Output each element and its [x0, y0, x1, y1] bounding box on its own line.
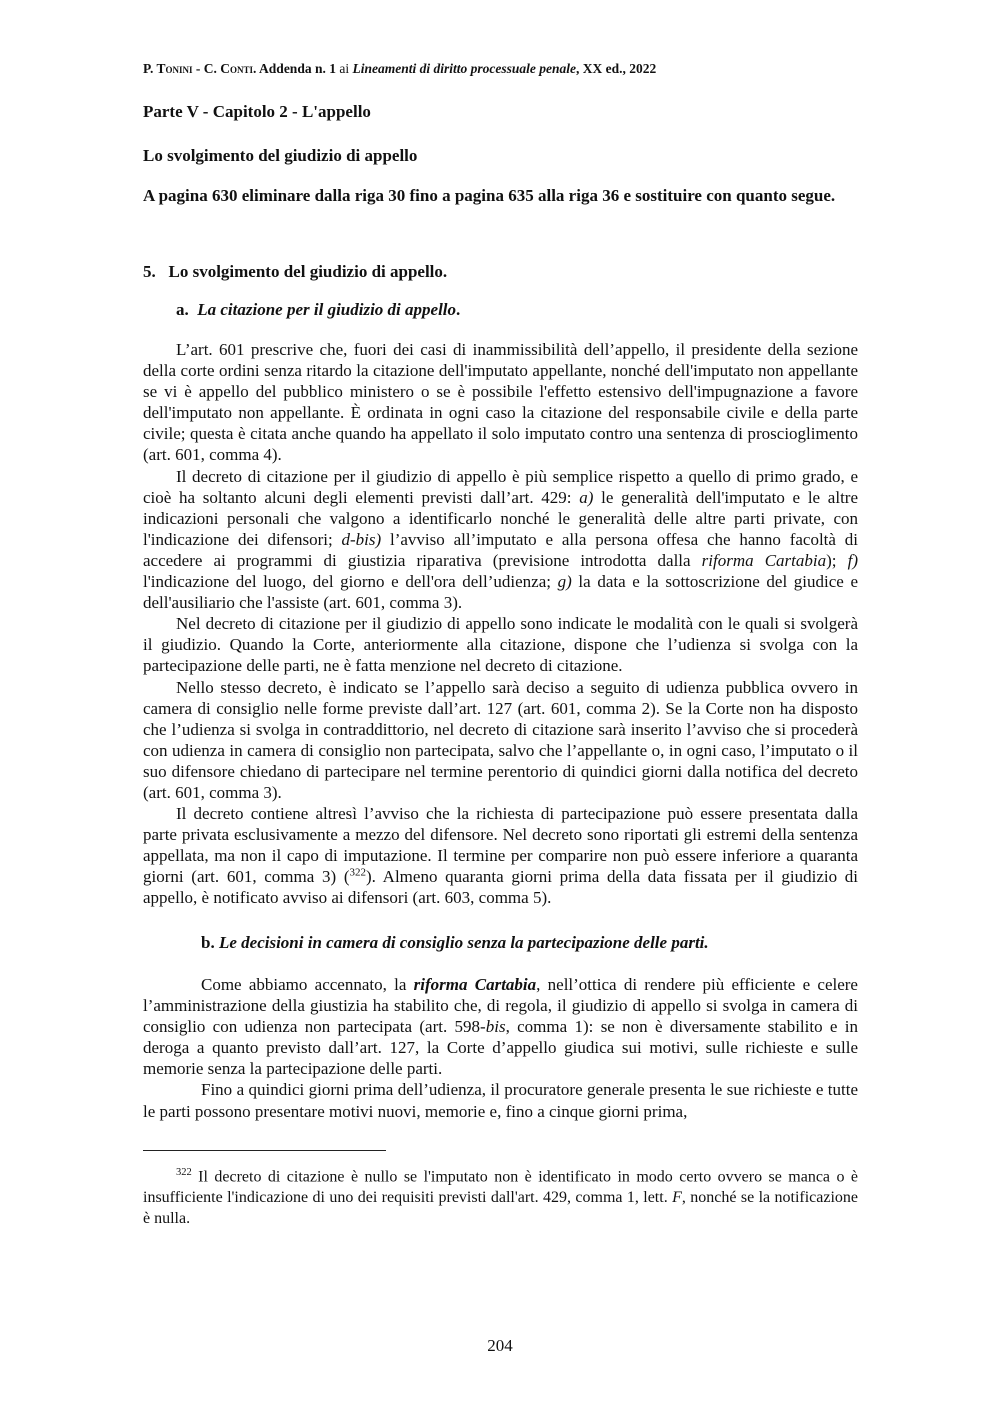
subsection-b-letter: b.	[201, 933, 215, 952]
footnote-text-c: , nonché se la notificazione è nulla.	[143, 1189, 859, 1228]
subsection-a-letter: a.	[176, 300, 189, 319]
subsection-a-heading: a. La citazione per il giudizio di appello.	[176, 300, 461, 319]
subsection-a-title: La citazione per il giudizio di appello	[197, 300, 457, 319]
paragraph-2g: );	[826, 550, 848, 570]
footnote-text-a: Il decreto di citazione è nullo se l'imputato non è identificato in modo certo ovvero se manca o è insufficiente l'indicazione di uno dei requisiti previsti dall'art. 429, comma 1, lett.	[143, 1168, 858, 1207]
subsection-b-title: Le decisioni in camera di consiglio senza la partecipazione delle parti.	[218, 933, 709, 952]
topic-heading: Lo svolgimento del giudizio di appello	[143, 146, 418, 165]
footnote-text-b: F	[672, 1189, 682, 1207]
paragraph-5a: Il decreto contiene altresì l’avviso che la richiesta di partecipazione può essere presentata dalla parte privata esclusivamente a mezzo del difensore. Nel decreto sono riportati gli estremi della sentenza appellata, ma non il capo di imputazione. Il termine per comparire non può essere inferiore a quaranta giorni (art. 601, comma 3) (	[143, 804, 858, 887]
paragraph-6d: bis	[485, 1017, 506, 1037]
paragraph-6e: , comma 1): se non è diversamente stabilito e in deroga a quanto previsto dall’art. 127, la Corte d’appello giudica sui motivi, sulle richieste e sulle memorie senza la partecipazione delle parti.	[143, 1017, 858, 1079]
paragraph-7: Fino a quindici giorni prima dell’udienza, il procuratore generale presenta le sue richieste e tutte le parti possono presentare motivi nuovi, memorie e, fino a cinque giorni prima,	[143, 1080, 858, 1121]
footnote-reference[interactable]: 322	[349, 866, 367, 879]
paragraph-1-text: L’art. 601 prescrive che, fuori dei casi di inammissibilità dell’appello, il presidente della sezione della corte ordini senza ritardo la citazione dell'imputato appellante, nonché dell'imputato non appellante se vi è appello del pubblico ministero o se è possibile l'effetto estensivo dell'impugnazione a favore dell'imputato non appellante. È ordinata in ogni caso la citazione del responsabile civile e della parte civile; questa è citata anche quando ha appellato il solo imputato contro una sentenza di proscioglimento (art. 601, comma 4).	[143, 340, 858, 465]
header-author-1: P. Tonini	[143, 61, 193, 76]
part-heading: Parte V - Capitolo 2 - L'appello	[143, 102, 371, 121]
paragraph-1	[143, 339, 858, 909]
paragraph-2c: le generalità dell'imputato e le altre indicazioni personali che valgono a identificarlo nonché le generalità delle altre parti private, con l'indicazione dei difensori;	[143, 487, 859, 549]
running-header	[143, 61, 858, 77]
footnote-322	[143, 1162, 858, 1229]
paragraph-2a: Il decreto di citazione per il giudizio di appello è più semplice rispetto a quello di primo grado, e cioè ha soltanto alcuni degli elementi previsti dall’art. 429:	[143, 466, 858, 507]
paragraph-6a: Come abbiamo accennato, la	[201, 975, 414, 994]
paragraph-2f: riforma Cartabia	[701, 550, 827, 570]
paragraph-2b: a)	[579, 487, 594, 507]
paragraph-2i: l'indicazione del luogo, del giorno e dell'ora dell’udienza;	[143, 572, 558, 592]
section-heading	[143, 260, 858, 283]
header-addenda: . Addenda n. 1	[253, 61, 336, 76]
paragraph-2e: l’avviso all’imputato e alla persona offesa che hanno facoltà di accedere ai programmi di giustizia riparativa (previsione introdotta dalla	[143, 529, 858, 570]
paragraph-6c: , nell’ottica di rendere più efficiente e celere l’amministrazione della giustizia ha stabilito che, di regola, il giudizio di appello si svolga in camera di consiglio con udienza non partecipata (art. 598-	[143, 975, 858, 1037]
footnote-number: 322	[176, 1167, 192, 1178]
section-heading-text: 5. Lo svolgimento del giudizio di appello.	[143, 262, 448, 281]
subsection-b-heading	[201, 931, 821, 954]
paragraph-2d: d-bis)	[341, 529, 382, 549]
paragraph-2h: f)	[847, 550, 858, 570]
paragraph-3: Nel decreto di citazione per il giudizio di appello sono indicate le modalità con le quali si svolgerà il giudizio. Quando la Corte, anteriormente alla citazione, dispone che l’udienza si svolga con la partecipazione delle parti, ne è fatta menzione nel decreto di citazione.	[143, 614, 858, 676]
footnote-divider	[143, 1150, 386, 1151]
paragraph-4: Nello stesso decreto, è indicato se l’appello sarà deciso a seguito di udienza pubblica ovvero in camera di consiglio nelle forme previste dall’art. 127 (art. 601, comma 2). Se la Corte non ha disposto che l’udienza si svolga in contraddittorio, nel decreto di citazione sarà inserito l’avviso che si procederà con udienza in camera di consiglio non partecipata, salvo che l’appellante o, in ogni caso, l’imputato o il suo difensore chiedano di partecipare nel termine perentorio di quindici giorni dalla notifica del decreto (art. 601, comma 3).	[143, 677, 858, 802]
paragraph-2j: g)	[557, 572, 572, 592]
instruction-heading: A pagina 630 eliminare dalla riga 30 fino a pagina 635 alla riga 36 e sostituire con quanto segue.	[143, 186, 836, 205]
header-ai: ai	[335, 61, 353, 76]
page-number: 204	[487, 1336, 513, 1355]
header-edition: , XX ed., 2022	[575, 61, 657, 76]
header-book-title: Lineamenti di diritto processuale penale	[352, 61, 576, 76]
paragraph-5b: ). Almeno quaranta giorni prima della data fissata per il giudizio di appello, è notificato avviso ai difensori (art. 603, comma 5).	[143, 867, 858, 908]
header-author-2: C. Conti	[203, 61, 254, 76]
paragraph-6	[143, 974, 858, 1122]
paragraph-6b: riforma Cartabia	[413, 975, 537, 994]
header-separator: -	[192, 61, 204, 76]
paragraph-2k: la data e la sottoscrizione del giudice e dell'ausiliario che l'assiste (art. 601, comma 3).	[143, 572, 859, 613]
